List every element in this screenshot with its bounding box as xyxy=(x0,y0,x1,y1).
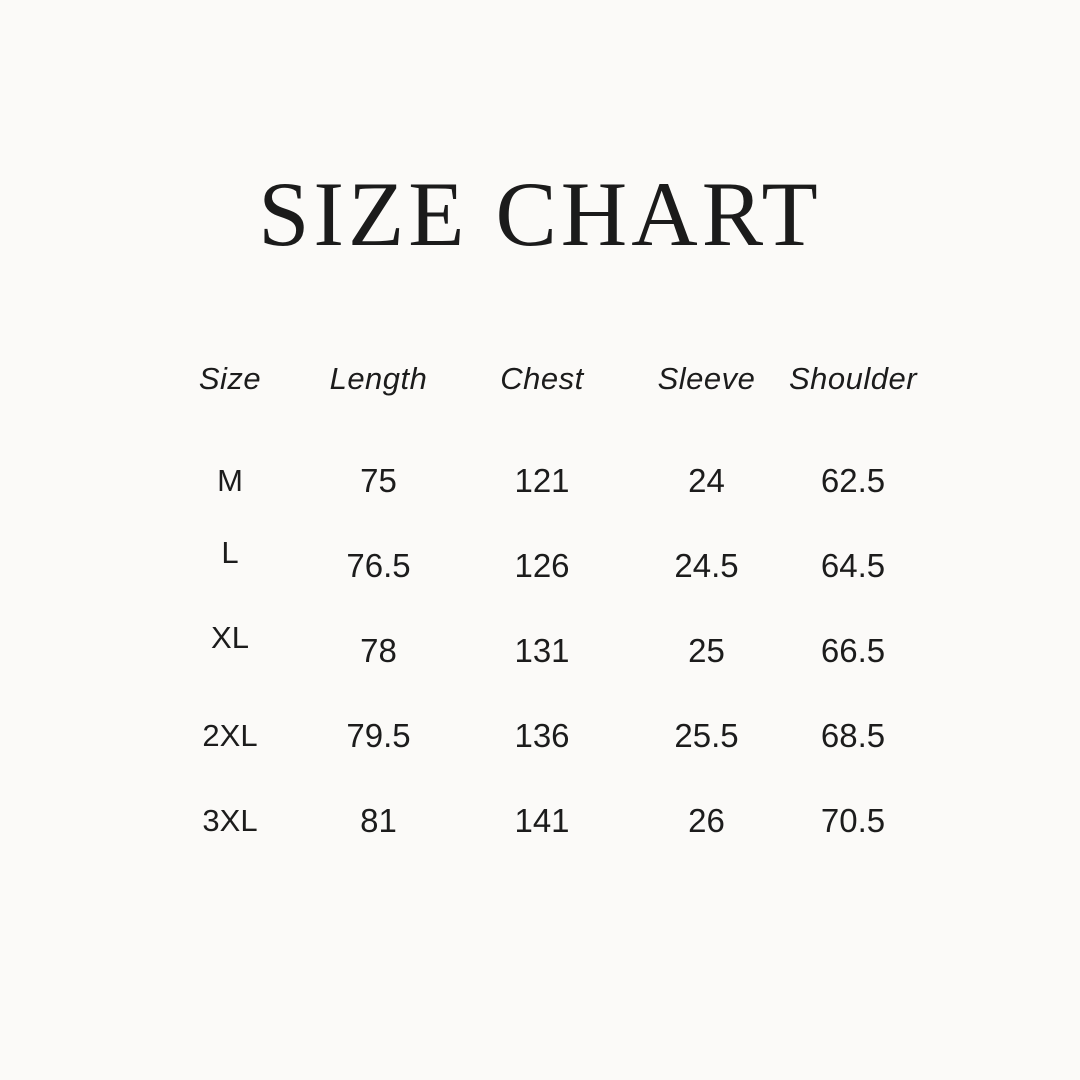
table-header-row xyxy=(160,340,920,416)
length-cell: 78 xyxy=(360,632,397,669)
column-header-length: Length xyxy=(329,360,428,396)
column-header-size: Size xyxy=(198,360,262,396)
chest-cell: 131 xyxy=(514,632,570,669)
chest-cell: 126 xyxy=(514,547,570,584)
length-cell: 75 xyxy=(360,462,397,499)
sleeve-cell: 25.5 xyxy=(674,717,739,754)
length-cell: 76.5 xyxy=(346,547,411,584)
column-header-chest: Chest xyxy=(500,360,584,396)
shoulder-cell: 70.5 xyxy=(820,802,886,839)
chest-cell: 136 xyxy=(514,717,570,754)
sleeve-cell: 25 xyxy=(688,632,725,669)
table-row-l xyxy=(160,523,920,608)
sleeve-cell: 24.5 xyxy=(674,547,739,584)
table-row-3xl xyxy=(160,778,920,863)
shoulder-cell: 68.5 xyxy=(820,717,886,754)
table-row-2xl xyxy=(160,693,920,778)
length-cell: 81 xyxy=(360,802,397,839)
size-cell: XL xyxy=(211,620,249,655)
page-title: SIZE CHART xyxy=(258,163,822,265)
column-header-shoulder: Shoulder xyxy=(788,360,918,396)
shoulder-cell: 62.5 xyxy=(820,462,886,499)
shoulder-cell: 64.5 xyxy=(820,547,886,584)
table-row-m xyxy=(160,438,920,523)
table-row-xl xyxy=(160,608,920,693)
length-cell: 79.5 xyxy=(346,717,411,754)
shoulder-cell: 66.5 xyxy=(820,632,886,669)
size-table xyxy=(160,340,920,863)
size-cell: 3XL xyxy=(202,803,258,838)
size-cell: L xyxy=(221,535,239,570)
size-cell: 2XL xyxy=(202,718,258,753)
size-cell: M xyxy=(217,463,243,498)
sleeve-cell: 26 xyxy=(688,802,725,839)
sleeve-cell: 24 xyxy=(688,462,725,499)
chest-cell: 121 xyxy=(514,462,570,499)
chest-cell: 141 xyxy=(514,802,570,839)
column-header-sleeve: Sleeve xyxy=(657,360,756,396)
